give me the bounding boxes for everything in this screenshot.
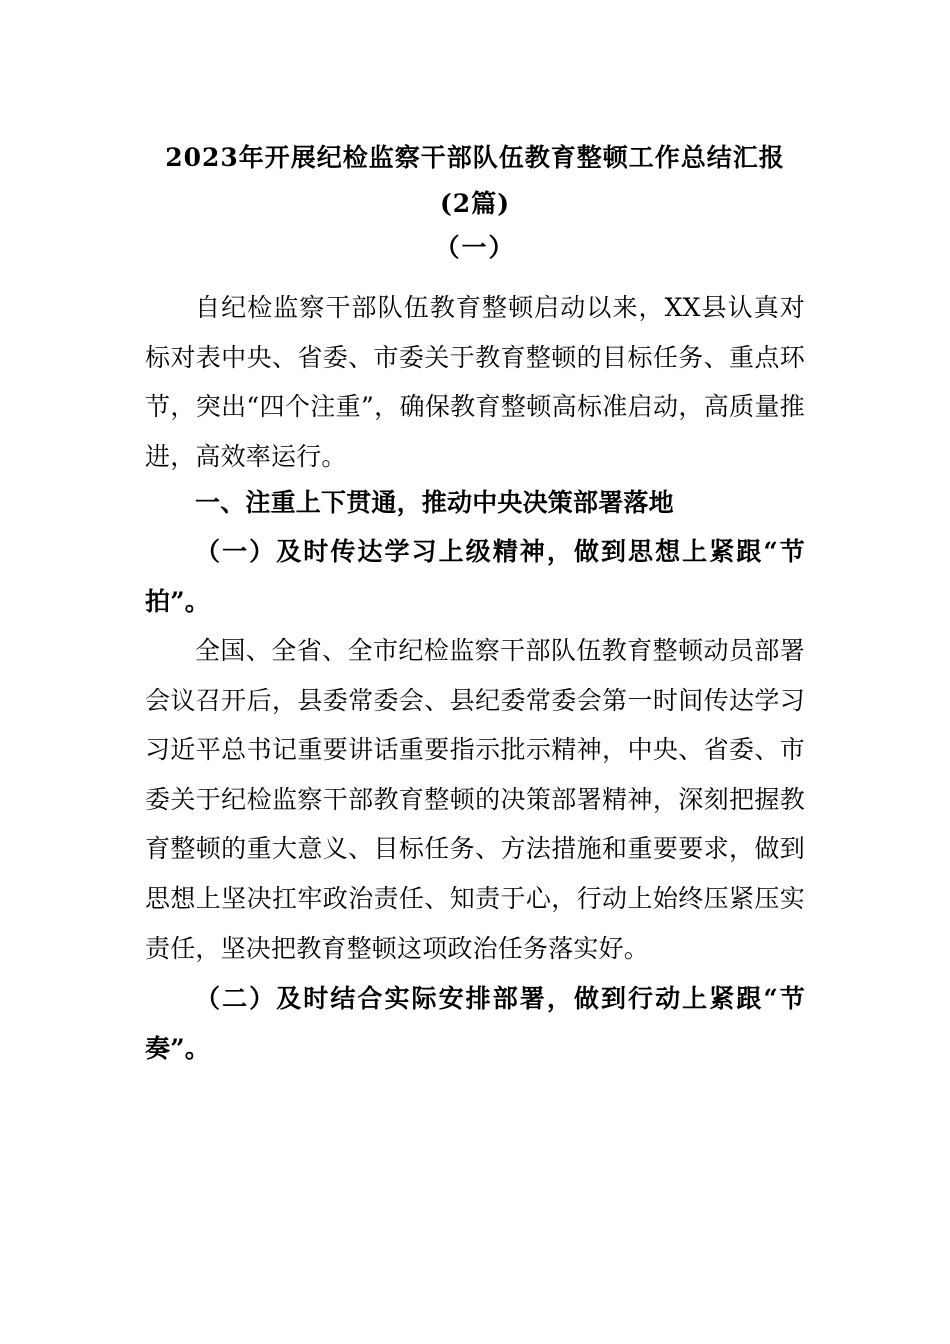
document-title: 2023年开展纪检监察干部队伍教育整顿工作总结汇报 bbox=[165, 143, 785, 172]
document-subtitle: (2篇) bbox=[439, 189, 511, 218]
body-paragraph: 全国、全省、全市纪检监察干部队伍教育整顿动员部署会议召开后，县委常委会、县纪委常委会第一时间传达学习习近平总书记重要讲话重要指示批示精神，中央、省委、市委关于纪检监察干部教育整顿的决策部署精神，深刻把握教育整顿的重大意义、目标任务、方法措施和重要要求，做到思想上坚决扛牢政治责任、知责于心，行动上始终压紧压实责任，坚决把教育整顿这项政治任务落实好。 bbox=[145, 636, 805, 963]
heading-level-1: 一、注重上下贯通，推动中央决策部署落地 bbox=[195, 488, 674, 517]
intro-paragraph: 自纪检监察干部队伍教育整顿启动以来，XX县认真对标对表中央、省委、市委关于教育整顿的目标任务、重点环节，突出“四个注重”，确保教育整顿高标准启动，高质量推进，高效率运行。 bbox=[145, 293, 805, 471]
heading-level-2-second: （二）及时结合实际安排部署，做到行动上紧跟“节奏”。 bbox=[145, 984, 805, 1063]
section-marker: （一） bbox=[434, 233, 516, 262]
heading-level-2-first: （一）及时传达学习上级精神，做到思想上紧跟“节拍”。 bbox=[145, 537, 805, 616]
